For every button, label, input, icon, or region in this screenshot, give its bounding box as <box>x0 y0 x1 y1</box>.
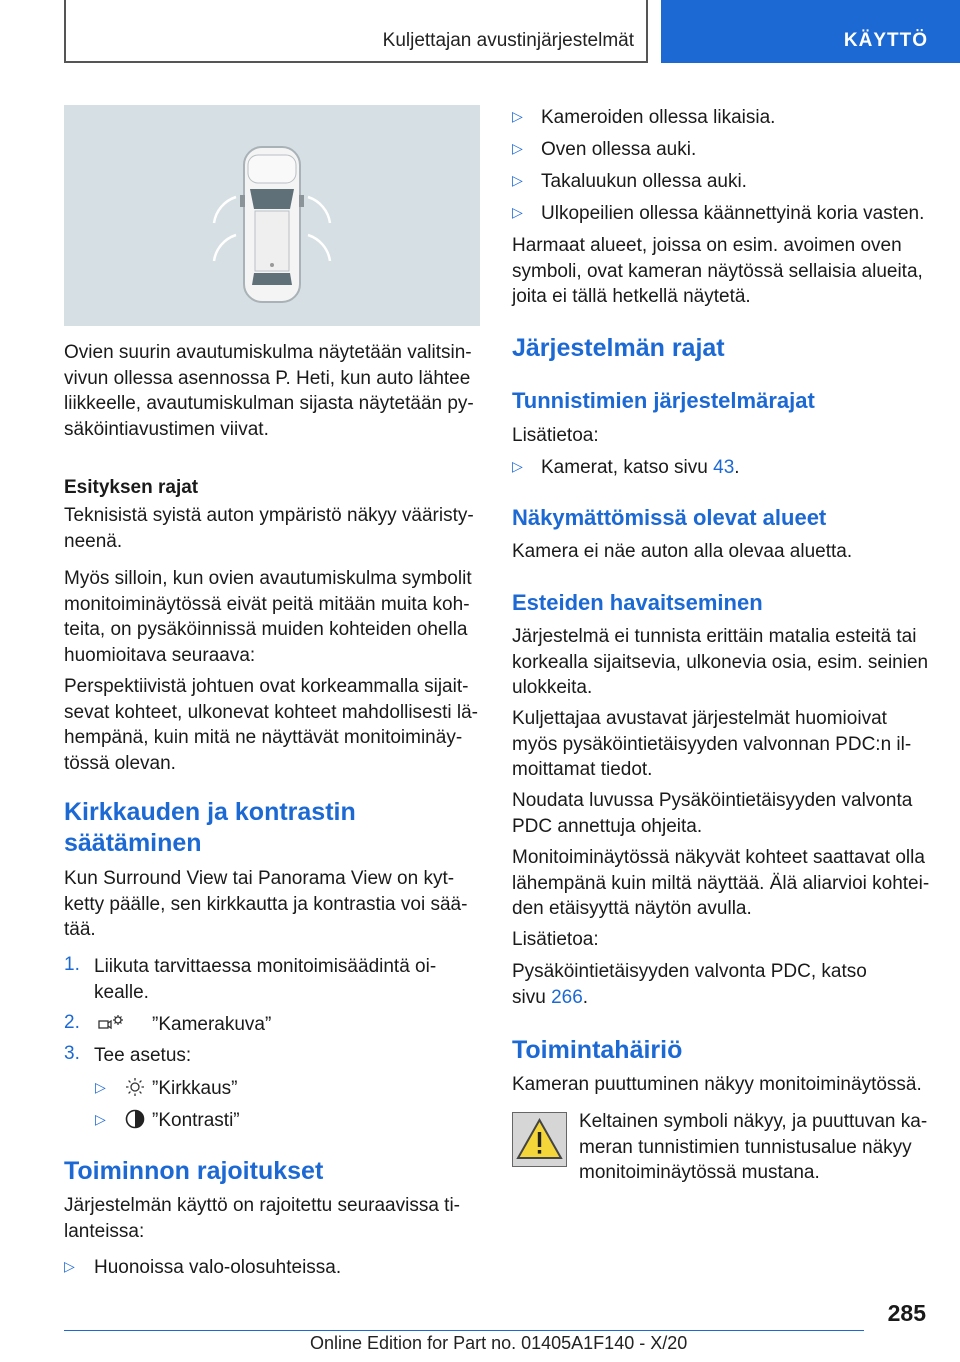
bullet-item: Oven ollessa auki. <box>541 139 697 160</box>
more-info-label: Lisätietoa: <box>512 929 599 950</box>
heading-brightness-contrast: Kirkkauden ja kontrastin säätäminen <box>64 798 356 857</box>
footer-edition: Online Edition for Part no. 01405A1F140 - X/20 <box>310 1333 688 1353</box>
bullet-triangle-icon: ▷ <box>512 108 523 124</box>
step-number: 3. <box>64 1043 80 1064</box>
caption-paragraph: Ovien suurin avautumiskulma näytetään valitsin- vivun ollessa asennossa P. Heti, kun auto lähtee liikkeelle, avautumiskulman sijasta näytetään py- säköintiavustimen viivat. <box>64 342 474 440</box>
sub-heading-display-limits: Esityksen rajat <box>64 477 199 498</box>
bullet-triangle-icon: ▷ <box>512 140 523 156</box>
paragraph-pdc-2: Noudata luvussa Pysäköintietäisyyden valvonta PDC annettuja ohjeita. <box>512 790 913 837</box>
paragraph-invisible: Kamera ei näe auton alla olevaa aluetta. <box>512 541 853 562</box>
heading-sensor-limits: Tunnistimien järjestelmärajat <box>512 388 815 413</box>
bullet-item: Huonoissa valo-olosuhteissa. <box>94 1257 342 1278</box>
sub-step-brightness: ”Kirkkaus” <box>152 1078 238 1099</box>
chapter-tab-label: KÄYTTÖ <box>843 30 928 51</box>
bullet-item: Takaluukun ollessa auki. <box>541 171 747 192</box>
heading-obstacle-detection: Esteiden havaitseminen <box>512 590 763 615</box>
heading-malfunction: Toimintahäiriö <box>512 1036 683 1064</box>
paragraph-pdc-3: Monitoiminäytössä näkyvät kohteet saattavat olla lähempänä kuin miltä näyttää. Älä aliarvioi kohtei- den etäisyyttä näytön avulla. <box>512 847 930 919</box>
heading-system-limits: Järjestelmän rajat <box>512 334 725 362</box>
section-title: Kuljettajan avustinjärjestelmät <box>382 30 634 51</box>
page-link[interactable]: 266 <box>551 986 583 1008</box>
paragraph-distortion: Teknisistä syistä auton ympäristö näkyy vääristy- neenä. <box>64 505 474 552</box>
paragraph-surround-view: Kun Surround View tai Panorama View on kyt- ketty päälle, sen kirkkautta ja kontrastia voi sää- tää. <box>64 868 468 940</box>
header-frame <box>64 0 648 63</box>
page-number: 285 <box>887 1300 926 1326</box>
warning-text: Keltainen symboli näkyy, ja puuttuvan ka- meran tunnistimien tunnistusalue näkyy monitoiminäytössä mustana. <box>579 1111 928 1183</box>
page-link[interactable]: 43 <box>713 457 735 478</box>
bullet-item-cameras: Kamerat, katso sivu 43. <box>541 457 740 478</box>
camera-settings-icon <box>97 1012 125 1039</box>
step-number: 2. <box>64 1012 80 1033</box>
paragraph-door-symbols: Myös silloin, kun ovien avautumiskulma symbolit monitoiminäytössä eivät peitä mitään muita koh- teita, on pysäköinnissä muiden kohteiden ohella huomioitava seuraava: <box>64 568 472 666</box>
bullet-triangle-icon: ▷ <box>64 1258 75 1274</box>
bullet-item: Kameroiden ollessa likaisia. <box>541 107 776 128</box>
more-info-label: Lisätietoa: <box>512 425 599 446</box>
heading-invisible-areas: Näkymättömissä olevat alueet <box>512 505 827 530</box>
bullet-triangle-icon: ▷ <box>512 458 523 474</box>
brightness-icon <box>124 1076 146 1103</box>
contrast-icon <box>124 1108 146 1135</box>
paragraph-perspective: Perspektiivistä johtuen ovat korkeammalla sijait- sevat kohteet, ulkonevat kohteet mahdollisesti lä- hempänä, kuin mitä ne näyttävät monitoiminäy- tössä olevan. <box>64 676 479 774</box>
step-text: Liikuta tarvittaessa monitoimisäädintä oi- kealle. <box>94 956 437 1003</box>
bullet-triangle-icon: ▷ <box>95 1111 106 1127</box>
bullet-item: Ulkopeilien ollessa käännettyinä koria vasten. <box>541 203 925 224</box>
sub-step-contrast: ”Kontrasti” <box>152 1110 240 1131</box>
paragraph-limits: Järjestelmän käyttö on rajoitettu seuraavissa ti- lanteissa: <box>64 1195 461 1242</box>
paragraph-grey-areas: Harmaat alueet, joissa on esim. avoimen oven symboli, ovat kameran näytössä sellaisia alueita, joita ei tällä hetkellä näytetä. <box>512 235 923 307</box>
heading-function-limits: Toiminnon rajoitukset <box>64 1157 324 1185</box>
step-number: 1. <box>64 954 80 975</box>
bullet-triangle-icon: ▷ <box>512 172 523 188</box>
bullet-triangle-icon: ▷ <box>512 204 523 220</box>
bullet-triangle-icon: ▷ <box>95 1079 106 1095</box>
step-text: ”Kamerakuva” <box>152 1014 272 1035</box>
warning-triangle-icon <box>512 1112 567 1167</box>
paragraph-pdc-1: Kuljettajaa avustavat järjestelmät huomioivat myös pysäköintietäisyyden valvonnan PDC:n il- moittamat tiedot. <box>512 708 912 780</box>
footer-divider <box>64 1330 864 1331</box>
paragraph-pdc-ref: Pysäköintietäisyyden valvonta PDC, katso sivu 266. <box>512 961 867 1008</box>
paragraph-malfunction: Kameran puuttuminen näkyy monitoiminäytössä. <box>512 1074 922 1095</box>
chapter-tab <box>661 0 960 63</box>
step-text: Tee asetus: <box>94 1045 192 1066</box>
car-topview-illustration <box>64 105 480 326</box>
paragraph-obstacle: Järjestelmä ei tunnista erittäin matalia esteitä tai korkealla sijaitsevia, ulkonevia osia, esim. seinien ulokkeita. <box>512 626 929 698</box>
